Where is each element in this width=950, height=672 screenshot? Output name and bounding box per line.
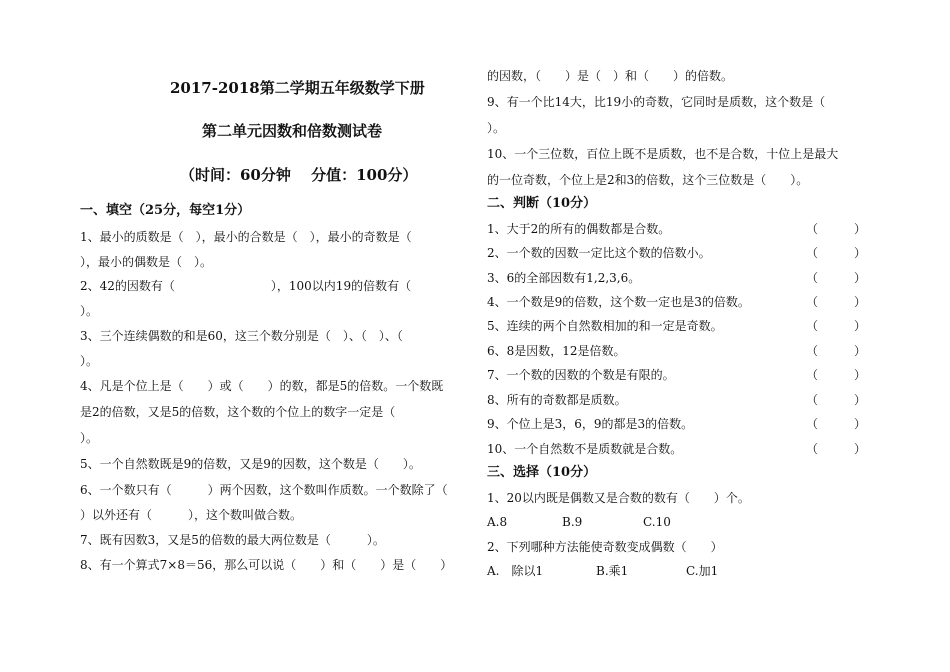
choice-option: B.乘1 (596, 564, 629, 578)
judgement-item: 1、大于2的所有的偶数都是合数。 (487, 222, 671, 236)
judgement-item: 8、所有的奇数都是质数。 (487, 393, 627, 407)
section1-line: 1、最小的质数是（ ），最小的合数是（ ），最小的奇数是（ (80, 230, 412, 244)
section1-heading: 一、填空（25分，每空1分） (80, 203, 251, 218)
section1-line: 5、一个自然数既是9的倍数，又是9的因数，这个数是（ ）。 (80, 457, 421, 471)
right-line: 10、一个三位数，百位上既不是质数，也不是合数，十位上是最大 (487, 147, 839, 161)
answer-parenthesis: （ ） (806, 319, 867, 333)
judgement-item: 6、8是因数，12是倍数。 (487, 344, 626, 358)
section1-line: ）。 (80, 431, 99, 445)
answer-parenthesis: （ ） (806, 442, 867, 456)
judgement-item: 5、连续的两个自然数相加的和一定是奇数。 (487, 319, 723, 333)
section1-line: 4、凡是个位上是（ ）或（ ）的数，都是5的倍数。一个数既 (80, 379, 444, 393)
judgement-item: 7、一个数的因数的个数是有限的。 (487, 368, 675, 382)
choice-option: A.8 (487, 515, 508, 529)
answer-parenthesis: （ ） (806, 295, 867, 309)
answer-parenthesis: （ ） (806, 368, 867, 382)
judgement-item: 2、一个数的因数一定比这个数的倍数小。 (487, 246, 711, 260)
choice-question: 2、下列哪种方法能使奇数变成偶数（ ） (487, 540, 723, 554)
judgement-item: 10、一个自然数不是质数就是合数。 (487, 442, 683, 456)
judgement-item: 9、个位上是3，6，9的都是3的倍数。 (487, 417, 694, 431)
right-line: 的一位奇数，个位上是2和3的倍数，这个三位数是（ ）。 (487, 173, 809, 187)
section1-line: 6、一个数只有（ ）两个因数，这个数叫作质数。一个数除了（ (80, 483, 448, 497)
right-line: 9、有一个比14大，比19小的奇数，它同时是质数，这个数是（ (487, 95, 826, 109)
judgement-item: 4、一个数是9的倍数，这个数一定也是3的倍数。 (487, 295, 750, 309)
section1-line: ）。 (80, 354, 99, 368)
choice-option: B.9 (562, 515, 583, 529)
section3-heading: 三、选择（10分） (487, 465, 597, 480)
answer-parenthesis: （ ） (806, 222, 867, 236)
exam-title: 2017-2018第二学期五年级数学下册 (170, 79, 425, 97)
choice-question: 1、20以内既是偶数又是合数的数有（ ）个。 (487, 491, 750, 505)
section1-line: 2、42的因数有（ ），100以内19的倍数有（ (80, 279, 412, 293)
section1-line: 3、三个连续偶数的和是60，这三个数分别是（ ）、（ ）、（ (80, 329, 403, 343)
right-line: ）。 (487, 121, 506, 135)
section2-heading: 二、判断（10分） (487, 196, 597, 211)
exam-subtitle: 第二单元因数和倍数测试卷 (202, 122, 383, 140)
section1-line: 8、有一个算式7×8＝56，那么可以说（ ）和（ ）是（ ） (80, 558, 453, 572)
choice-option: C.10 (643, 515, 671, 529)
choice-option: C.加1 (686, 564, 719, 578)
section1-line: ）。 (80, 304, 99, 318)
section1-line: ）以外还有（ ），这个数叫做合数。 (80, 508, 303, 522)
right-line: 的因数，（ ）是（ ）和（ ）的倍数。 (487, 69, 734, 83)
choice-option: A. 除以1 (487, 564, 544, 578)
answer-parenthesis: （ ） (806, 393, 867, 407)
section1-line: ），最小的偶数是（ ）。 (80, 255, 213, 269)
answer-parenthesis: （ ） (806, 246, 867, 260)
section1-line: 是2的倍数，又是5的倍数，这个数的个位上的数字一定是（ (80, 405, 396, 419)
answer-parenthesis: （ ） (806, 271, 867, 285)
answer-parenthesis: （ ） (806, 344, 867, 358)
exam-time-score: （时间：60分钟 分值：100分） (180, 166, 418, 184)
answer-parenthesis: （ ） (806, 417, 867, 431)
section1-line: 7、既有因数3，又是5的倍数的最大两位数是（ ）。 (80, 533, 385, 547)
judgement-item: 3、6的全部因数有1,2,3,6。 (487, 271, 641, 285)
